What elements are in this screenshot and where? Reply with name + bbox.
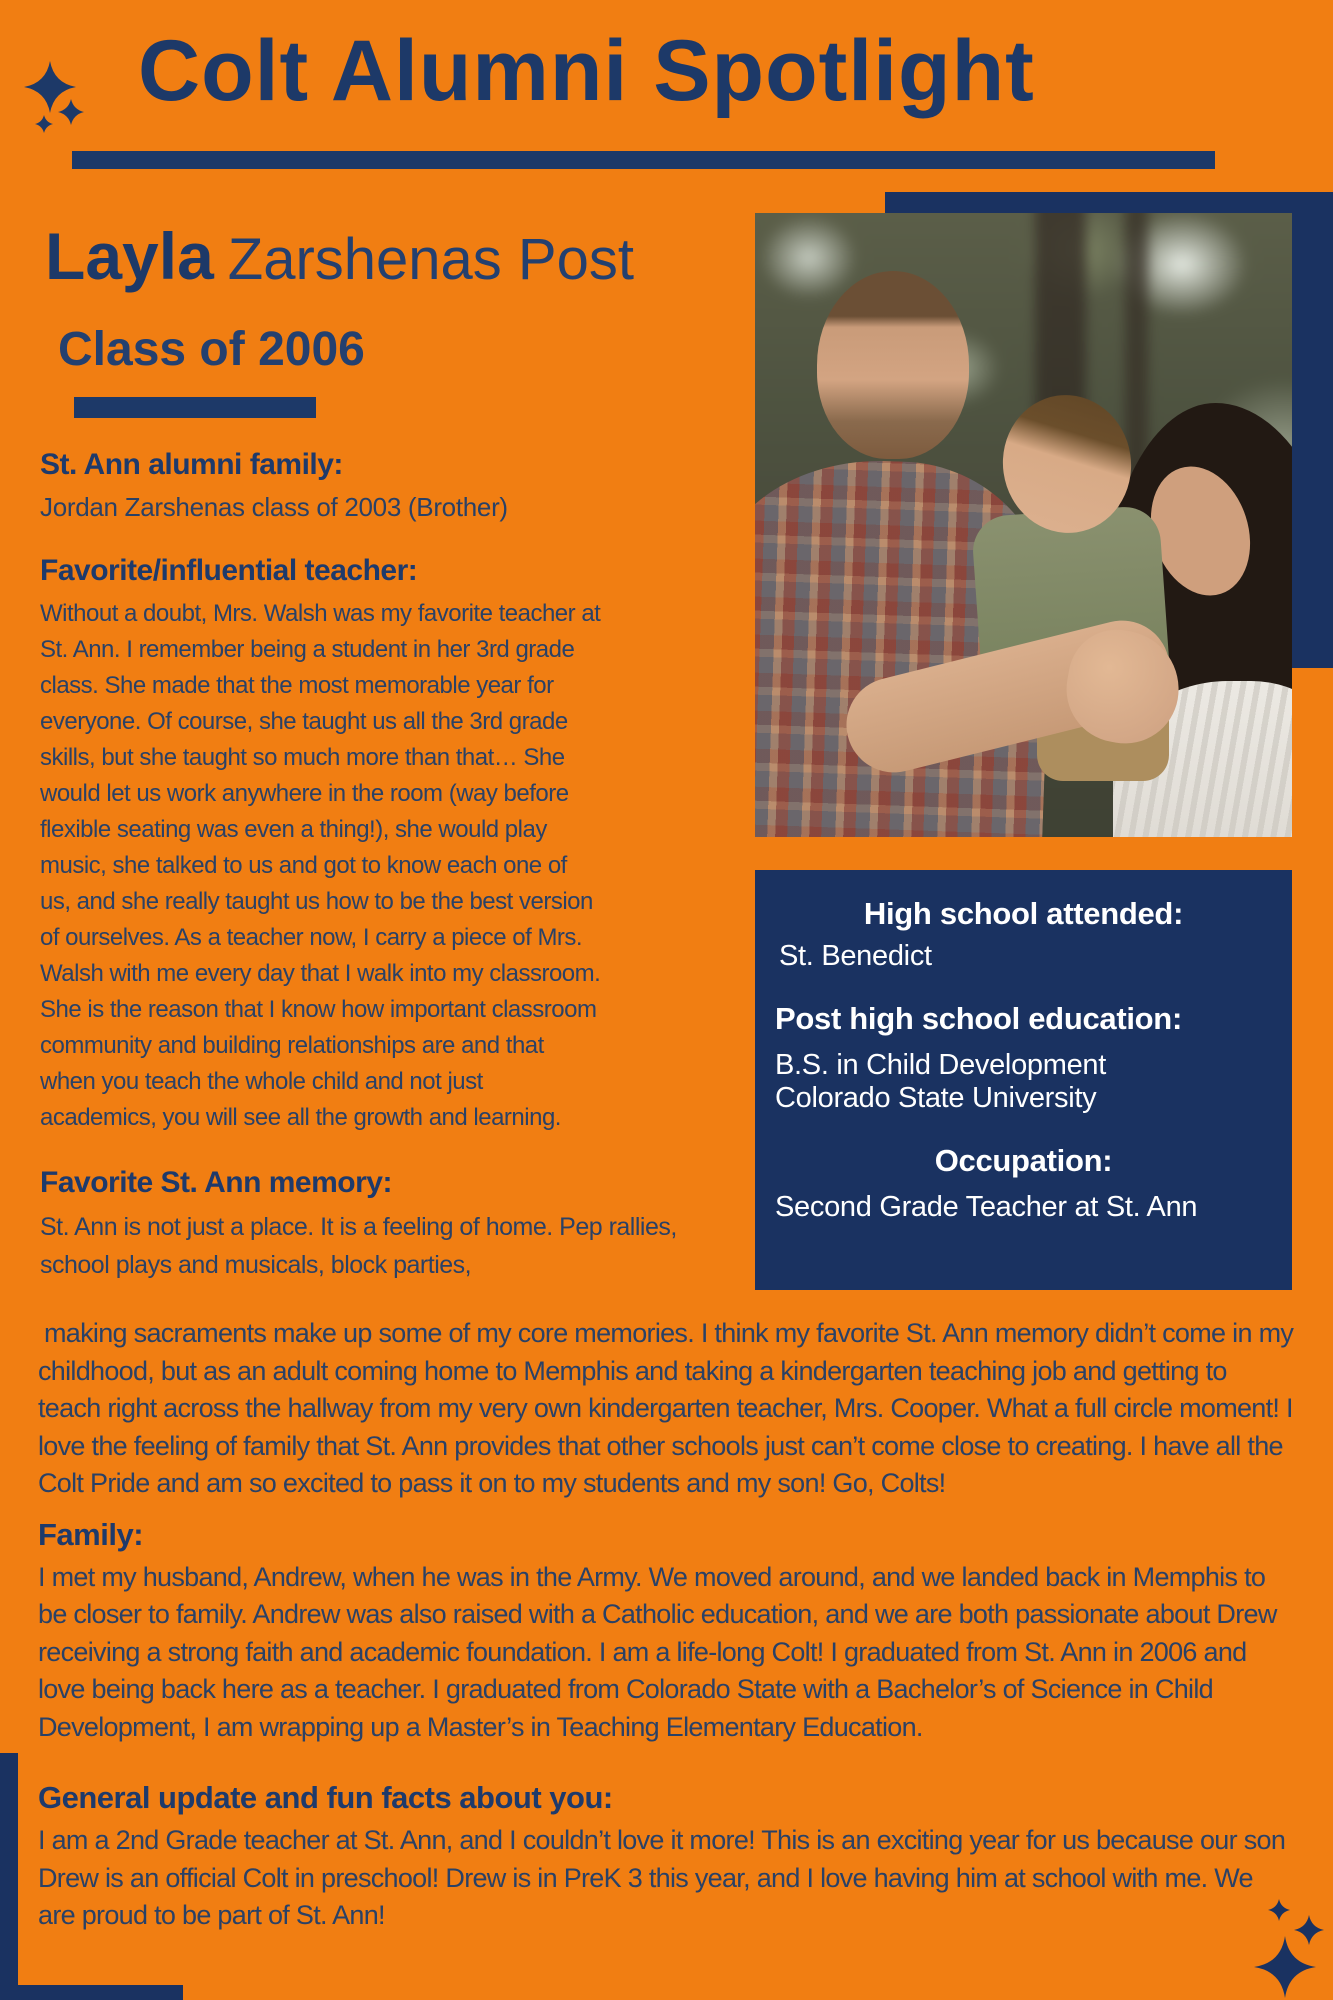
info-heading-occupation: Occupation:	[934, 1143, 1113, 1178]
info-value-education-school: Colorado State University	[775, 1082, 1097, 1114]
memory-text-column: St. Ann is not just a place. It is a feeling of home. Pep rallies, school plays and musicals, block parties,	[40, 1213, 677, 1279]
info-heading-education: Post high school education:	[775, 1001, 1182, 1036]
section-heading-alumni-family: St. Ann alumni family:	[40, 448, 343, 481]
alumni-last-name: Zarshenas Post	[227, 227, 634, 292]
class-year: Class of 2006	[58, 323, 365, 376]
full-width-text-column	[38, 1315, 1295, 1935]
left-text-column	[40, 448, 740, 1284]
bottom-left-horizontal-bar	[0, 1985, 183, 2000]
teacher-text: Without a doubt, Mrs. Walsh was my favorite teacher at St. Ann. I remember being a student in her 3rd grade class. She made that the most memorable year for everyone. Of course, she taught us all the 3rd grade skills, but she taught so much more than that… She would let us work anywhere in the room (way before flexible seating was even a thing!), she would play music, she talked to us and got to know each one of us, and she really taught us how to be the best version of ourselves. As a teacher now, I carry a piece of Mrs. Walsh with me every day that I walk into my classroom. She is the reason that I know how important classroom community and building relationships are and that when you teach the whole child and not just academics, you will see all the growth and learning.	[40, 600, 601, 1131]
title-underline-bar	[72, 151, 1215, 169]
update-text: I am a 2nd Grade teacher at St. Ann, and I couldn’t love it more! This is an exciting year for us because our son Drew is an official Colt in preschool! Drew is in PreK 3 this year, and I love having him at school with me. We are proud to be part of St. Ann!	[38, 1825, 1286, 1930]
info-value-education-degree: B.S. in Child Development	[775, 1049, 1106, 1081]
bottom-left-vertical-bar	[0, 1753, 18, 2000]
info-box	[755, 870, 1292, 1290]
alumni-name	[45, 218, 634, 294]
section-heading-memory: Favorite St. Ann memory:	[40, 1166, 392, 1199]
sparkles-icon	[8, 24, 128, 154]
sparkles-icon	[1248, 1878, 1333, 2000]
section-heading-update: General update and fun facts about you:	[38, 1780, 613, 1815]
section-heading-family: Family:	[38, 1516, 144, 1552]
family-photo	[755, 213, 1292, 837]
alumni-first-name: Layla	[45, 219, 214, 293]
family-text: I met my husband, Andrew, when he was in the Army. We moved around, and we landed back in Memphis to be closer to family. Andrew was also raised with a Catholic education, and we are both passionate about Drew receiving a strong faith and academic foundation. I am a life-long Colt! I graduated from St. Ann in 2006 and love being back here as a teacher. I graduated from Colorado State with a Bachelor’s of Science in Child Development, I am wrapping up a Master’s in Teaching Elementary Education.	[38, 1561, 1277, 1742]
info-value-high-school: St. Benedict	[779, 940, 932, 972]
page-title: Colt Alumni Spotlight	[138, 23, 1035, 119]
info-value-occupation: Second Grade Teacher at St. Ann	[775, 1191, 1198, 1223]
info-heading-high-school: High school attended:	[863, 896, 1184, 931]
class-year-underline-bar	[74, 397, 316, 418]
section-heading-teacher: Favorite/influential teacher:	[40, 554, 418, 587]
memory-text-full-width: making sacraments make up some of my core memories. I think my favorite St. Ann memory didn’t come in my childhood, but as an adult coming home to Memphis and taking a kindergarten teaching job and getting to teach right across the hallway from my very own kindergarten teacher, Mrs. Cooper. What a full circle moment! I love the feeling of family that St. Ann provides that other schools just can’t come close to creating. I have all the Colt Pride and am so excited to pass it on to my students and my son! Go, Colts!	[38, 1318, 1294, 1498]
alumni-family-text: Jordan Zarshenas class of 2003 (Brother)	[40, 492, 508, 522]
